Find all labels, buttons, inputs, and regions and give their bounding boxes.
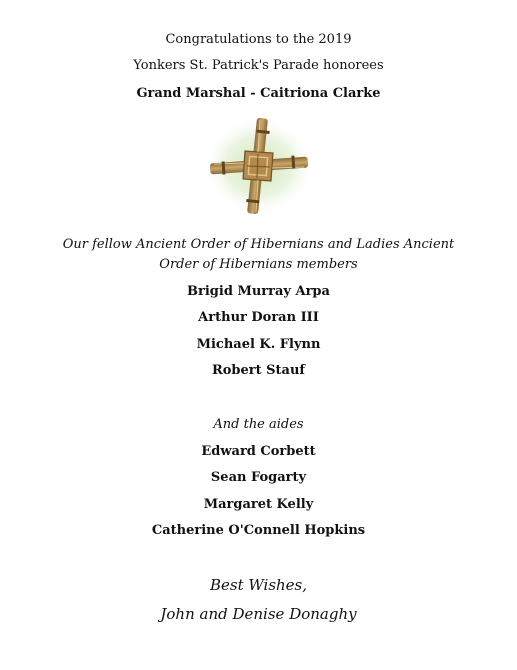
aide-name: Edward Corbett	[201, 444, 316, 459]
aide-name: Margaret Kelly	[203, 497, 314, 512]
grand-marshal-line: Grand Marshal - Caitriona Clarke	[136, 86, 381, 101]
members-intro-line-2: Order of Hibernians members	[159, 257, 358, 272]
members-intro-line-1: Our fellow Ancient Order of Hibernians and Ladies Ancient	[62, 237, 455, 252]
aide-name: Catherine O'Connell Hopkins	[151, 523, 366, 538]
member-name: Arthur Doran III	[198, 310, 319, 325]
best-wishes-line: Best Wishes,	[209, 576, 308, 594]
member-name: Robert Stauf	[211, 363, 306, 378]
aides-intro-line: And the aides	[213, 417, 304, 432]
signature-line: John and Denise Donaghy	[160, 605, 357, 623]
member-name: Brigid Murray Arpa	[187, 284, 330, 299]
congratulations-line: Congratulations to the 2019	[165, 32, 352, 47]
honorees-line: Yonkers St. Patrick's Parade honorees	[133, 58, 384, 73]
aide-name: Sean Fogarty	[210, 470, 307, 485]
st-brigids-cross-icon	[200, 112, 318, 220]
member-name: Michael K. Flynn	[196, 337, 321, 352]
